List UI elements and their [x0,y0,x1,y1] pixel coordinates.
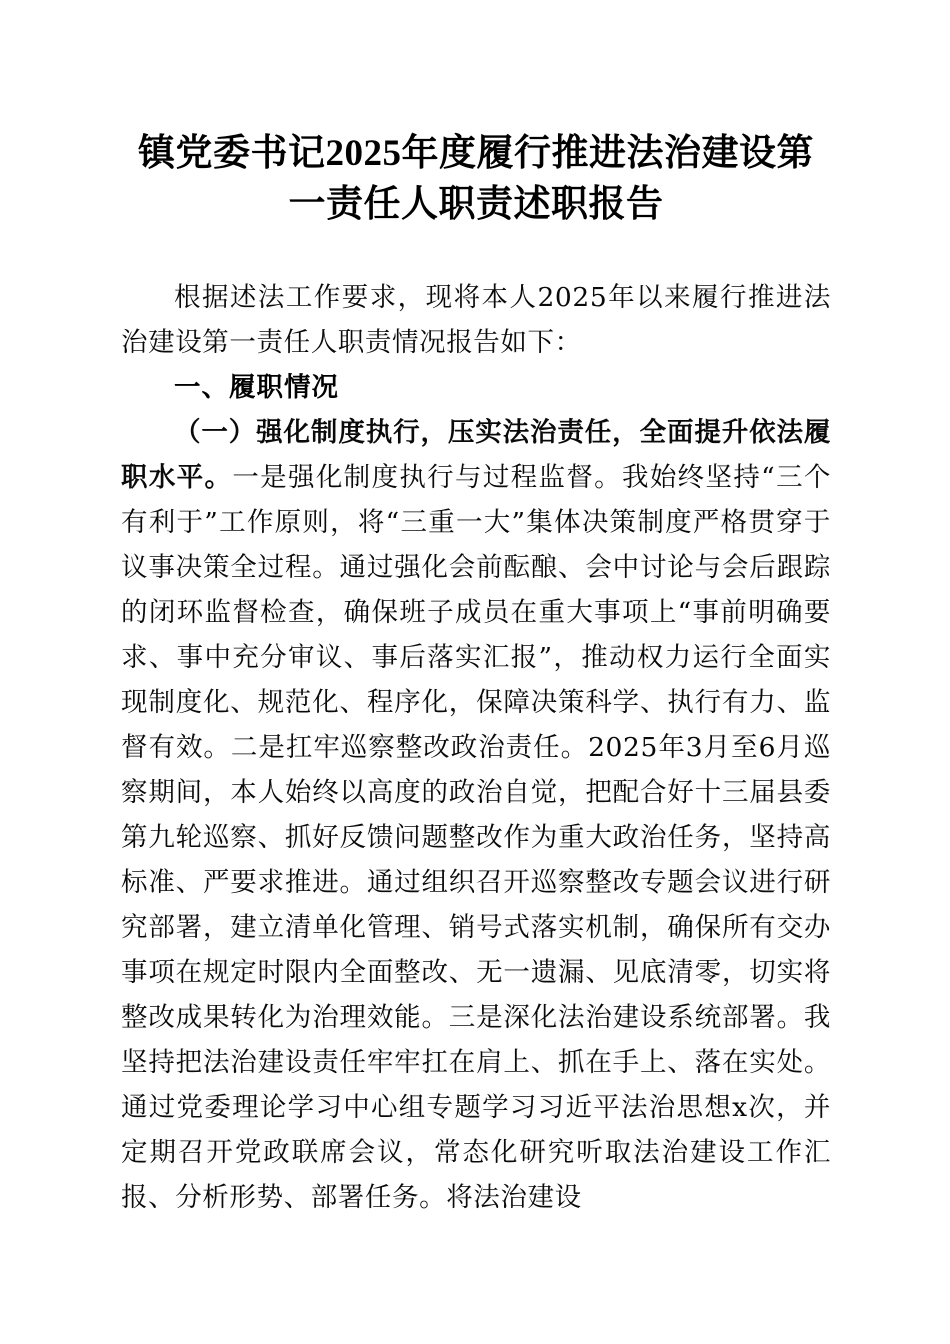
document-body [121,0,831,1220]
intro-paragraph: 根据述法工作要求，现将本人2025年以来履行推进法治建设第一责任人职责情况报告如下： [121,282,831,358]
subsection-1-body: 一是强化制度执行与过程监督。我始终坚持“三个有利于”工作原则，将“三重一大”集体决策制度严格贯穿于议事决策全过程。通过强化会前酝酿、会中讨论与会后跟踪的闭环监督检查，确保班子成员在重大事项上“事前明确要求、事中充分审议、事后落实汇报”，推动权力运行全面实现制度化、规范化、程序化，保障决策科学、执行有力、监督有效。二是扛牢巡察整改政治责任。2025年3月至6月巡察期间，本人始终以高度的政治自觉，把配合好十三届县委第九轮巡察、抓好反馈问题整改作为重大政治任务，坚持高标准、严要求推进。通过组织召开巡察整改专题会议进行研究部署，建立清单化管理、销号式落实机制，确保所有交办事项在规定时限内全面整改、无一遗漏、见底清零，切实将整改成果转化为治理效能。三是深化法治建设系统部署。我坚持把法治建设责任牢牢扛在肩上、抓在手上、落在实处。通过党委理论学习中心组专题学习习近平法治思想x次，并定期召开党政联席会议，常态化研究听取法治建设工作汇报、分析形势、部署任务。将法治建设 [121,462,831,1213]
subsection-1-lead: （一）强化制度执行，压实法治责任，全面提升依法履职水平。 [121,417,831,493]
title-line-1: 镇党委书记2025年度履行推进法治建设第一 [138,133,814,225]
title-line-2: 责任人职责述职报告 [326,184,664,225]
page-title [121,0,831,230]
section-heading-1: 一、履职情况 [174,372,339,402]
subsection-1-paragraph [121,410,831,1220]
